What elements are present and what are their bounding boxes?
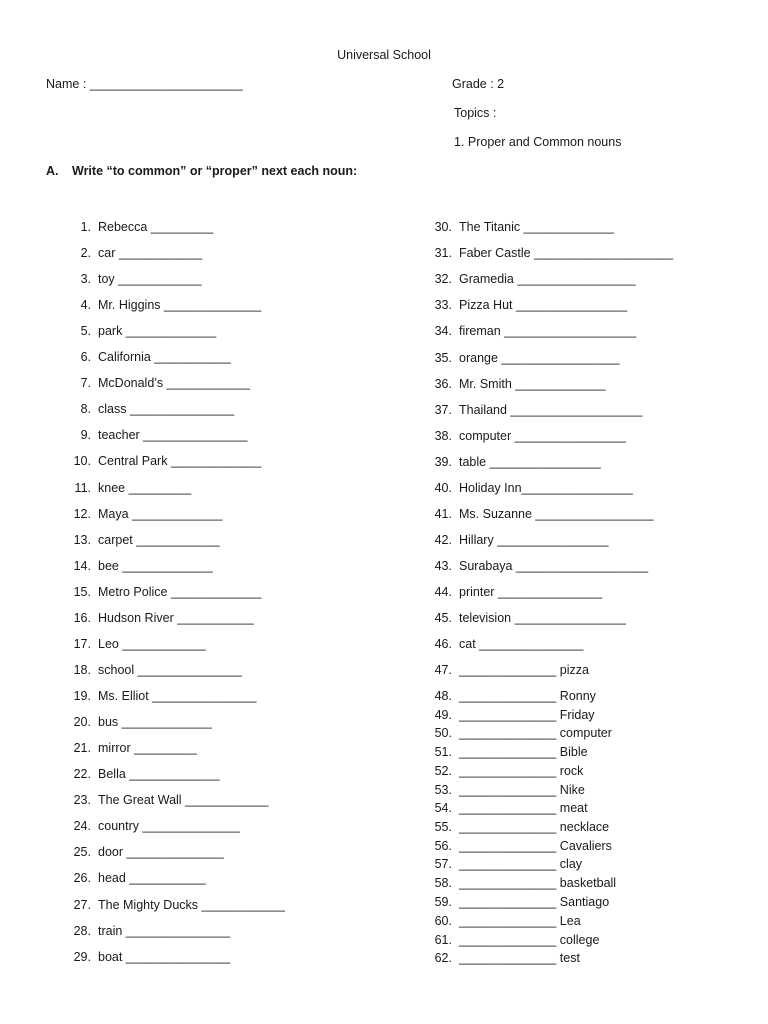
- item-text: The Mighty Ducks ____________: [98, 898, 285, 912]
- item-number: 30.: [434, 220, 452, 234]
- item-number: 55.: [434, 820, 452, 834]
- item-number: 54.: [434, 801, 452, 815]
- list-item: [45, 923, 230, 939]
- item-number: 56.: [434, 839, 452, 853]
- list-item: [45, 844, 224, 860]
- item-number: 19.: [73, 689, 91, 703]
- item-text: ______________ college: [459, 933, 600, 947]
- list-item: [45, 480, 191, 496]
- list-item: [420, 506, 654, 522]
- item-text: Pizza Hut ________________: [459, 298, 628, 312]
- item-text: Metro Police _____________: [98, 585, 262, 599]
- item-text: knee _________: [98, 481, 192, 495]
- item-text: head ___________: [98, 871, 206, 885]
- list-item: [45, 219, 213, 235]
- list-item: [45, 584, 261, 600]
- item-text: Ms. Elliot _______________: [98, 689, 257, 703]
- item-text: The Titanic _____________: [459, 220, 614, 234]
- item-number: 38.: [434, 429, 452, 443]
- item-text: ______________ computer: [459, 726, 612, 740]
- list-item: [420, 894, 609, 910]
- item-number: 23.: [73, 793, 91, 807]
- item-text: bee _____________: [98, 559, 213, 573]
- list-item: [45, 766, 220, 782]
- item-text: Mr. Smith _____________: [459, 377, 606, 391]
- item-text: ______________ Bible: [459, 745, 588, 759]
- item-number: 39.: [434, 455, 452, 469]
- item-number: 17.: [73, 637, 91, 651]
- item-number: 61.: [434, 933, 452, 947]
- item-text: Gramedia _________________: [459, 272, 636, 286]
- item-text: television ________________: [459, 611, 626, 625]
- list-item: [420, 610, 626, 626]
- item-text: bus _____________: [98, 715, 213, 729]
- item-text: ______________ Friday: [459, 708, 595, 722]
- item-text: cat _______________: [459, 637, 584, 651]
- item-number: 2.: [80, 246, 91, 260]
- item-text: ______________ Santiago: [459, 895, 610, 909]
- item-number: 21.: [73, 741, 91, 755]
- item-text: ______________ test: [459, 951, 580, 965]
- list-item: [45, 323, 216, 339]
- item-number: 36.: [434, 377, 452, 391]
- list-item: [45, 349, 231, 365]
- item-number: 4.: [80, 298, 91, 312]
- list-item: [420, 297, 627, 313]
- list-item: [420, 744, 588, 760]
- item-number: 12.: [73, 507, 91, 521]
- item-text: Bella _____________: [98, 767, 220, 781]
- item-number: 25.: [73, 845, 91, 859]
- item-number: 44.: [434, 585, 452, 599]
- item-number: 41.: [434, 507, 452, 521]
- item-text: ______________ rock: [459, 764, 584, 778]
- item-text: ______________ necklace: [459, 820, 610, 834]
- item-number: 59.: [434, 895, 452, 909]
- list-item: [420, 376, 606, 392]
- item-text: teacher _______________: [98, 428, 248, 442]
- item-text: orange _________________: [459, 351, 620, 365]
- list-item: [420, 913, 581, 929]
- item-text: Leo ____________: [98, 637, 206, 651]
- item-text: ______________ Lea: [459, 914, 581, 928]
- list-item: [45, 453, 261, 469]
- item-number: 8.: [80, 402, 91, 416]
- topics-label: Topics :: [454, 106, 497, 120]
- item-number: 9.: [80, 428, 91, 442]
- list-item: [45, 792, 268, 808]
- item-number: 34.: [434, 324, 452, 338]
- topic-item: 1. Proper and Common nouns: [454, 135, 622, 149]
- item-text: ______________ basketball: [459, 876, 617, 890]
- item-number: 14.: [73, 559, 91, 573]
- item-number: 33.: [434, 298, 452, 312]
- instruction-text: Write “to common” or “proper” next each noun:: [72, 164, 358, 178]
- name-field: Name : ______________________: [46, 77, 243, 91]
- list-item: [45, 897, 285, 913]
- item-text: Ms. Suzanne _________________: [459, 507, 654, 521]
- list-item: [45, 636, 206, 652]
- item-number: 51.: [434, 745, 452, 759]
- item-text: Rebecca _________: [98, 220, 214, 234]
- item-number: 6.: [80, 350, 91, 364]
- item-text: Hillary ________________: [459, 533, 609, 547]
- list-item: [420, 558, 648, 574]
- item-number: 11.: [74, 481, 91, 495]
- list-item: [45, 714, 212, 730]
- item-number: 22.: [73, 767, 91, 781]
- list-item: [420, 454, 601, 470]
- list-item: [420, 875, 616, 891]
- item-text: Central Park _____________: [98, 454, 262, 468]
- item-number: 7.: [80, 376, 91, 390]
- item-text: Surabaya ___________________: [459, 559, 649, 573]
- item-text: McDonald’s ____________: [98, 376, 250, 390]
- list-item: [420, 782, 585, 798]
- list-item: [45, 870, 206, 886]
- list-item: [420, 219, 614, 235]
- item-number: 26.: [73, 871, 91, 885]
- list-item: [45, 271, 202, 287]
- list-item: [45, 740, 197, 756]
- item-number: 5.: [80, 324, 91, 338]
- item-number: 24.: [73, 819, 91, 833]
- item-number: 45.: [434, 611, 452, 625]
- list-item: [45, 532, 220, 548]
- list-item: [420, 662, 589, 678]
- list-item: [45, 688, 256, 704]
- list-item: [45, 427, 247, 443]
- list-item: [420, 350, 620, 366]
- item-text: The Great Wall ____________: [98, 793, 269, 807]
- item-text: carpet ____________: [98, 533, 220, 547]
- item-number: 58.: [434, 876, 452, 890]
- list-item: [420, 856, 582, 872]
- item-number: 57.: [434, 857, 452, 871]
- item-number: 16.: [73, 611, 91, 625]
- list-item: [420, 838, 612, 854]
- item-number: 53.: [434, 783, 452, 797]
- item-number: 10.: [73, 454, 91, 468]
- item-number: 50.: [434, 726, 452, 740]
- item-number: 31.: [434, 246, 452, 260]
- page-title: Universal School: [337, 48, 431, 62]
- item-text: Holiday Inn________________: [459, 481, 633, 495]
- item-text: ______________ Cavaliers: [459, 839, 612, 853]
- item-text: class _______________: [98, 402, 235, 416]
- item-text: boat _______________: [98, 950, 231, 964]
- item-number: 62.: [434, 951, 452, 965]
- list-item: [420, 245, 673, 261]
- item-text: fireman ___________________: [459, 324, 637, 338]
- item-text: ______________ Ronny: [459, 689, 596, 703]
- list-item: [420, 800, 588, 816]
- item-text: school _______________: [98, 663, 242, 677]
- item-number: 46.: [434, 637, 452, 651]
- item-number: 18.: [73, 663, 91, 677]
- list-item: [45, 297, 261, 313]
- item-number: 35.: [434, 351, 452, 365]
- list-item: [45, 375, 250, 391]
- item-number: 32.: [434, 272, 452, 286]
- item-text: car ____________: [98, 246, 203, 260]
- item-number: 47.: [434, 663, 452, 677]
- instruction: [46, 164, 357, 178]
- list-item: [420, 636, 583, 652]
- item-text: country ______________: [98, 819, 240, 833]
- item-number: 1.: [80, 220, 91, 234]
- item-text: Maya _____________: [98, 507, 223, 521]
- list-item: [420, 707, 595, 723]
- grade-label: Grade : 2: [452, 77, 505, 91]
- item-number: 49.: [434, 708, 452, 722]
- list-item: [420, 725, 612, 741]
- item-number: 60.: [434, 914, 452, 928]
- list-item: [420, 932, 599, 948]
- item-number: 13.: [73, 533, 91, 547]
- list-item: [45, 949, 230, 965]
- list-item: [420, 480, 633, 496]
- item-text: Hudson River ___________: [98, 611, 254, 625]
- list-item: [45, 401, 234, 417]
- item-text: table ________________: [459, 455, 601, 469]
- item-text: Mr. Higgins ______________: [98, 298, 262, 312]
- item-text: Faber Castle ____________________: [459, 246, 674, 260]
- list-item: [45, 506, 222, 522]
- list-item: [45, 558, 213, 574]
- item-number: 48.: [434, 689, 452, 703]
- item-number: 52.: [434, 764, 452, 778]
- item-text: ______________ meat: [459, 801, 588, 815]
- list-item: [420, 950, 580, 966]
- item-number: 28.: [73, 924, 91, 938]
- list-item: [420, 819, 609, 835]
- item-number: 43.: [434, 559, 452, 573]
- list-item: [45, 818, 240, 834]
- list-item: [45, 245, 202, 261]
- item-number: 29.: [73, 950, 91, 964]
- item-text: Thailand ___________________: [459, 403, 643, 417]
- list-item: [45, 610, 254, 626]
- item-text: California ___________: [98, 350, 231, 364]
- item-text: computer ________________: [459, 429, 626, 443]
- item-number: 27.: [73, 898, 91, 912]
- item-number: 40.: [434, 481, 452, 495]
- item-number: 15.: [73, 585, 91, 599]
- item-number: 37.: [434, 403, 452, 417]
- item-text: mirror _________: [98, 741, 197, 755]
- item-text: park _____________: [98, 324, 217, 338]
- list-item: [420, 584, 602, 600]
- item-number: 20.: [73, 715, 91, 729]
- list-item: [420, 271, 636, 287]
- item-text: toy ____________: [98, 272, 202, 286]
- list-item: [420, 323, 636, 339]
- item-text: door ______________: [98, 845, 224, 859]
- item-text: train _______________: [98, 924, 231, 938]
- list-item: [420, 428, 626, 444]
- item-text: printer _______________: [459, 585, 603, 599]
- item-text: ______________ Nike: [459, 783, 585, 797]
- list-item: [420, 532, 608, 548]
- item-number: 3.: [80, 272, 91, 286]
- list-item: [420, 688, 596, 704]
- item-text: ______________ clay: [459, 857, 583, 871]
- list-item: [420, 763, 583, 779]
- section-letter: A.: [46, 164, 59, 178]
- list-item: [420, 402, 643, 418]
- item-text: ______________ pizza: [459, 663, 589, 677]
- list-item: [45, 662, 242, 678]
- item-number: 42.: [434, 533, 452, 547]
